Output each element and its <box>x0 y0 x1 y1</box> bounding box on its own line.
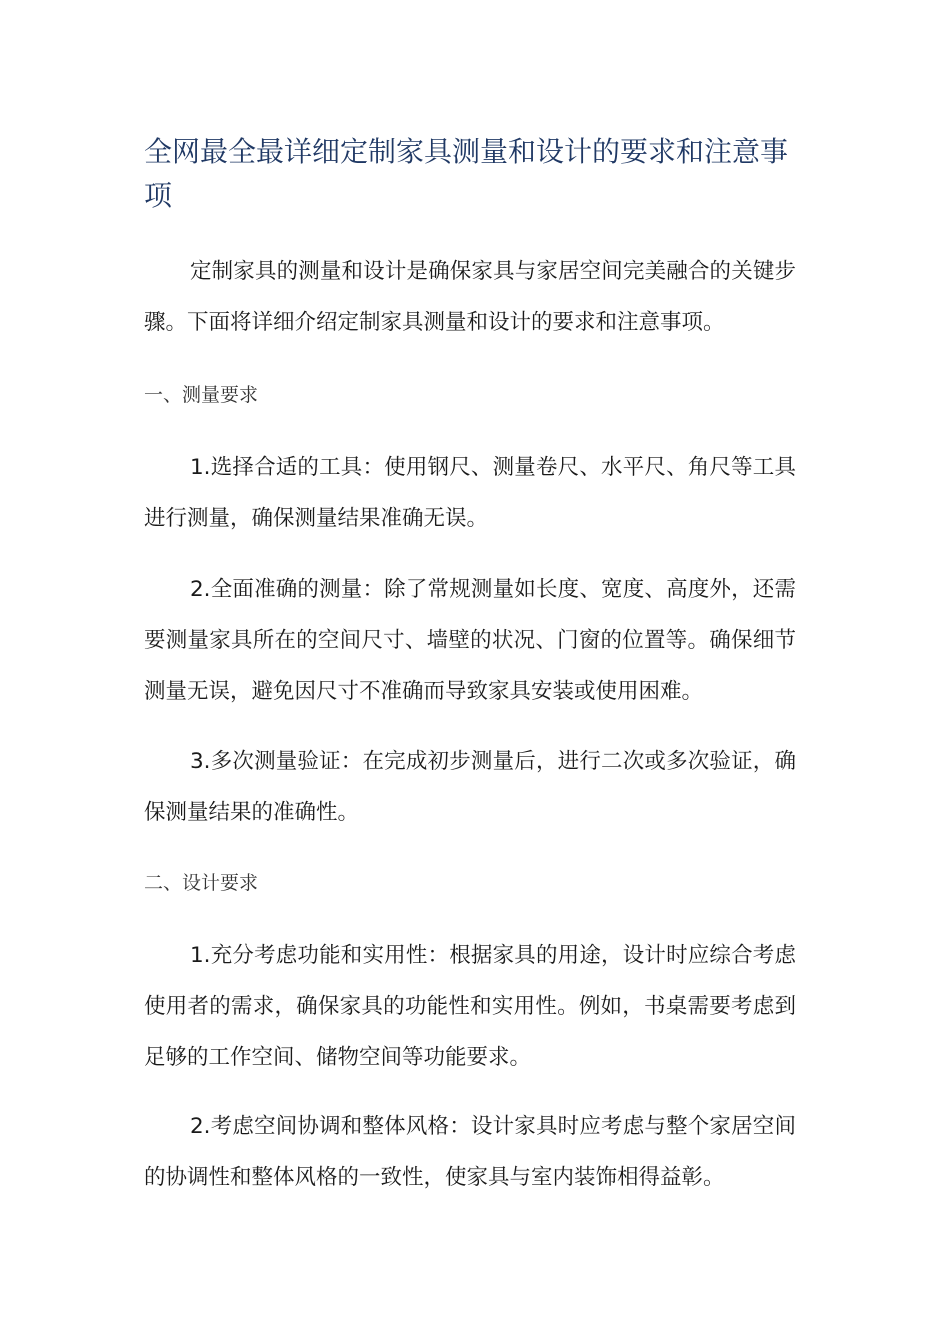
intro-paragraph: 定制家具的测量和设计是确保家具与家居空间完美融合的关键步骤。下面将详细介绍定制家具测量和设计的要求和注意事项。 <box>144 259 796 335</box>
design-item-1: 1.充分考虑功能和实用性：根据家具的用途，设计时应综合考虑使用者的需求，确保家具的功能性和实用性。例如，书桌需要考虑到足够的工作空间、储物空间等功能要求。 <box>144 943 796 1070</box>
section-heading-design: 二、设计要求 <box>144 872 259 894</box>
measurement-item-3: 3.多次测量验证：在完成初步测量后，进行二次或多次验证，确保测量结果的准确性。 <box>144 749 796 825</box>
measurement-item-1: 1.选择合适的工具：使用钢尺、测量卷尺、水平尺、角尺等工具进行测量，确保测量结果准确无误。 <box>144 455 796 531</box>
document-title: 全网最全最详细定制家具测量和设计的要求和注意事项 <box>144 135 789 212</box>
section-heading-measurement: 一、测量要求 <box>144 384 259 406</box>
measurement-item-2: 2.全面准确的测量：除了常规测量如长度、宽度、高度外，还需要测量家具所在的空间尺寸、墙壁的状况、门窗的位置等。确保细节测量无误，避免因尺寸不准确而导致家具安装或使用困难。 <box>144 577 796 704</box>
design-item-2: 2.考虑空间协调和整体风格：设计家具时应考虑与整个家居空间的协调性和整体风格的一致性，使家具与室内装饰相得益彰。 <box>144 1114 796 1190</box>
